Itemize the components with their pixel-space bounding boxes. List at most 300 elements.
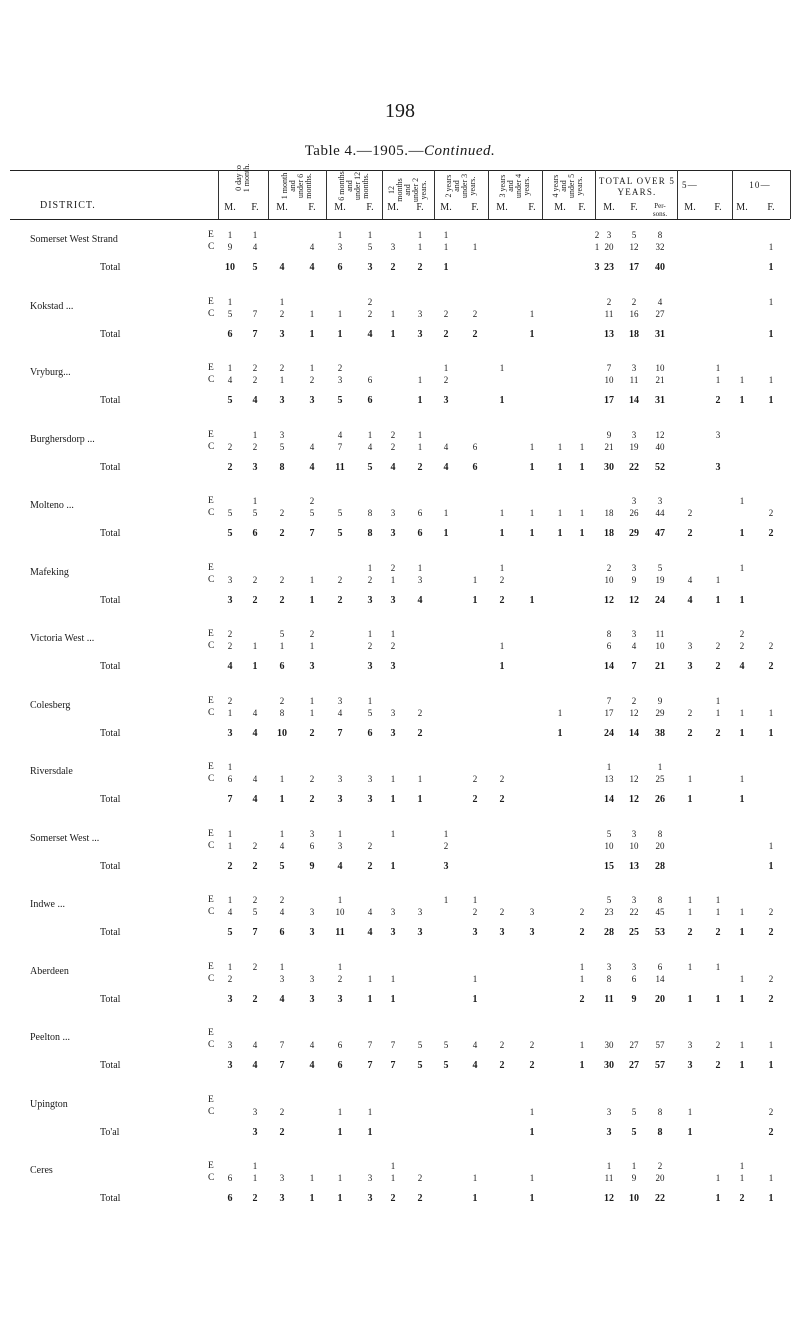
total-cell: 5 — [337, 395, 343, 406]
mf-header: M. — [224, 202, 236, 213]
total-cell: 10 — [277, 727, 287, 739]
total-cell: 2 — [579, 927, 585, 938]
total-cell: 4 — [337, 860, 343, 872]
total-cell: 3 — [227, 594, 233, 606]
total-cell: 18 — [629, 328, 639, 340]
row-type-c: C — [208, 774, 215, 784]
total-cell: 7 — [631, 661, 637, 672]
cell: 3 — [631, 895, 637, 905]
total-cell: 1 — [390, 328, 396, 340]
total-cell: 17 — [629, 262, 639, 273]
cell: 1 — [337, 230, 343, 240]
cell: 4 — [227, 907, 233, 917]
cell: 1 — [739, 774, 745, 784]
column-rule — [677, 170, 678, 219]
cell: 18 — [604, 508, 614, 518]
cell: 1 — [579, 508, 585, 518]
cell: 1 — [739, 1040, 745, 1050]
cell: 1 — [252, 496, 258, 506]
total-cell: 3 — [309, 395, 315, 406]
cell: 40 — [655, 441, 665, 452]
cell: 1 — [472, 574, 478, 585]
cell: 7 — [606, 363, 612, 373]
cell: 5 — [631, 230, 637, 240]
total-cell: 22 — [655, 1193, 665, 1204]
total-cell: 3 — [606, 1126, 612, 1138]
total-cell: 47 — [655, 528, 665, 539]
row-type-c: C — [208, 907, 215, 917]
cell: 1 — [337, 308, 343, 319]
cell: 2 — [606, 562, 612, 573]
total-cell: 1 — [557, 528, 563, 539]
district-name: Somerset West ... — [30, 832, 100, 844]
cell: 1 — [337, 1173, 343, 1183]
total-cell: 5 — [367, 461, 373, 473]
total-cell: 2 — [529, 1060, 535, 1071]
total-cell: 1 — [417, 794, 423, 805]
cell: 1 — [390, 973, 396, 984]
total-cell: 1 — [390, 860, 396, 872]
cell: 3 — [367, 774, 373, 784]
cell: 9 — [227, 242, 233, 252]
cell: 1 — [579, 973, 585, 984]
cell: 4 — [367, 907, 373, 917]
cell: 2 — [443, 840, 449, 851]
total-label: To'al — [100, 1126, 120, 1138]
total-cell: 3 — [252, 1126, 258, 1138]
cell: 1 — [417, 242, 423, 252]
total-cell: 6 — [337, 1060, 343, 1071]
cell: 3 — [309, 907, 315, 917]
cell: 1 — [367, 1106, 373, 1117]
cell: 3 — [631, 828, 637, 839]
total-cell: 1 — [499, 395, 505, 406]
mf-header: M. — [276, 202, 288, 213]
total-cell: 3 — [594, 262, 600, 273]
cell: 4 — [279, 840, 285, 851]
district-name: Victoria West ... — [30, 633, 95, 644]
cell: 3 — [227, 574, 233, 585]
cell: 1 — [309, 363, 315, 373]
row-type-c: C — [208, 840, 215, 851]
total-label: Total — [100, 661, 121, 672]
cell: 1 — [739, 973, 745, 984]
cell: 11 — [629, 375, 639, 385]
total-cell: 1 — [390, 794, 396, 805]
total-cell: 1 — [739, 594, 745, 606]
total-cell: 2 — [252, 860, 258, 872]
total-label: Total — [100, 594, 121, 606]
total-cell: 3 — [367, 262, 373, 273]
cell: 1 — [715, 961, 721, 972]
total-cell: 38 — [655, 727, 665, 739]
cell: 5 — [279, 629, 285, 639]
total-cell: 3 — [337, 993, 343, 1005]
cell: 1 — [337, 828, 343, 839]
total-cell: 53 — [655, 927, 665, 938]
total-cell: 14 — [604, 794, 614, 805]
cell: 20 — [655, 840, 665, 851]
total-cell: 3 — [309, 927, 315, 938]
cell: 10 — [655, 641, 665, 651]
total-cell: 3 — [279, 1193, 285, 1204]
cell: 2 — [579, 907, 585, 917]
mf-header: F. — [308, 202, 316, 213]
cell: 3 — [529, 907, 535, 917]
row-type-c: C — [208, 707, 215, 718]
cell: 12 — [655, 429, 665, 440]
cell: 2 — [739, 629, 745, 639]
district-name: Indwe ... — [30, 899, 65, 910]
row-type-e: E — [208, 496, 214, 506]
cell: 1 — [529, 1106, 535, 1117]
district-name: Colesberg — [30, 699, 71, 711]
cell: 6 — [227, 774, 233, 784]
cell: 1 — [739, 1173, 745, 1183]
cell: 1 — [279, 828, 285, 839]
cell: 2 — [309, 774, 315, 784]
total-cell: 2 — [390, 1193, 396, 1204]
cell: 3 — [309, 828, 315, 839]
cell: 5 — [227, 508, 233, 518]
total-cell: 1 — [309, 1193, 315, 1204]
cell: 1 — [715, 375, 721, 385]
total-cell: 2 — [715, 1060, 721, 1071]
cell: 3 — [252, 1106, 258, 1117]
row-type-c: C — [208, 641, 215, 651]
total-cell: 4 — [252, 727, 258, 739]
column-rule — [542, 170, 543, 219]
cell: 3 — [337, 242, 343, 252]
cell: 4 — [279, 907, 285, 917]
cell: 2 — [768, 907, 774, 917]
total-cell: 2 — [715, 727, 721, 739]
cell: 4 — [657, 296, 663, 307]
total-label: Total — [100, 395, 121, 406]
table-title: Table 4.—1905.—Continued. — [304, 143, 496, 159]
cell: 14 — [655, 973, 665, 984]
total-cell: 21 — [655, 661, 665, 672]
cell: 1 — [309, 695, 315, 706]
total-label: Total — [100, 794, 121, 805]
cell: 6 — [417, 508, 423, 518]
cell: 1 — [227, 296, 233, 307]
cell: 2 — [279, 308, 285, 319]
cell: 1 — [606, 762, 612, 772]
total-cell: 1 — [768, 727, 774, 739]
total-cell: 1 — [529, 594, 535, 606]
cell: 2 — [367, 641, 373, 651]
total-cell: 10 — [225, 262, 235, 273]
total-cell: 22 — [629, 461, 639, 473]
total-cell: 1 — [472, 594, 478, 606]
cell: 1 — [739, 1161, 745, 1171]
col-10-header: 10— — [749, 180, 771, 190]
total-label: Total — [100, 1060, 121, 1071]
cell: 2 — [279, 1106, 285, 1117]
total-cell: 2 — [417, 461, 423, 473]
cell: 1 — [227, 363, 233, 373]
cell: 1 — [390, 308, 396, 319]
cell: 3 — [417, 574, 423, 585]
total-cell: 11 — [335, 461, 345, 473]
cell: 5 — [657, 562, 663, 573]
cell: 2 — [279, 363, 285, 373]
cell: 1 — [499, 508, 505, 518]
total-cell: 5 — [337, 528, 343, 539]
cell: 2 — [417, 707, 423, 718]
cell: 1 — [768, 375, 774, 385]
total-label: Total — [100, 262, 121, 273]
total-cell: 6 — [227, 1193, 233, 1204]
cell: 3 — [367, 1173, 373, 1183]
total-cell: 2 — [367, 860, 373, 872]
total-cell: 3 — [309, 661, 315, 672]
total-cell: 7 — [309, 528, 315, 539]
cell: 12 — [629, 774, 639, 784]
cell: 1 — [557, 508, 563, 518]
cell: 2 — [337, 574, 343, 585]
cell: 3 — [657, 496, 663, 506]
cell: 1 — [687, 1106, 693, 1117]
row-type-c: C — [208, 375, 215, 385]
total-cell: 2 — [687, 528, 693, 539]
cell: 1 — [443, 828, 449, 839]
cell: 29 — [655, 707, 665, 718]
cell: 2 — [687, 508, 693, 518]
total-cell: 2 — [227, 860, 233, 872]
cell: 1 — [309, 574, 315, 585]
total-cell: 1 — [279, 794, 285, 805]
row-type-e: E — [208, 1161, 214, 1171]
row-type-c: C — [208, 1173, 215, 1183]
total-cell: 3 — [687, 1060, 693, 1071]
cell: 6 — [606, 641, 612, 651]
total-cell: 2 — [309, 727, 315, 739]
total-cell: 1 — [739, 395, 745, 406]
cell: 5 — [631, 1106, 637, 1117]
total-cell: 4 — [227, 661, 233, 672]
total-cell: 1 — [768, 860, 774, 872]
district-name: Molteno ... — [30, 500, 74, 511]
cell: 1 — [252, 1173, 258, 1183]
cell: 1 — [309, 1173, 315, 1183]
total-cell: 4 — [687, 594, 693, 606]
total-cell: 15 — [604, 860, 614, 872]
cell: 3 — [337, 840, 343, 851]
cell: 1 — [390, 774, 396, 784]
cell: 4 — [252, 774, 258, 784]
total-cell: 2 — [309, 794, 315, 805]
mf-header: F. — [471, 202, 479, 213]
cell: 1 — [227, 762, 233, 772]
total-cell: 3 — [337, 794, 343, 805]
cell: 2 — [499, 574, 505, 585]
cell: 9 — [631, 574, 637, 585]
total-cell: 4 — [309, 461, 315, 473]
cell: 2 — [279, 695, 285, 706]
cell: 10 — [604, 574, 614, 585]
cell: 1 — [579, 961, 585, 972]
total-cell: 3 — [227, 727, 233, 739]
total-cell: 1 — [309, 328, 315, 340]
total-cell: 1 — [529, 328, 535, 340]
cell: 1 — [499, 641, 505, 651]
total-cell: 4 — [472, 1060, 478, 1071]
total-cell: 6 — [279, 661, 285, 672]
cell: 17 — [604, 707, 614, 718]
total-cell: 1 — [309, 594, 315, 606]
row-type-e: E — [208, 961, 214, 972]
total-cell: 14 — [629, 727, 639, 739]
row-type-c: C — [208, 441, 215, 452]
cell: 1 — [279, 641, 285, 651]
cell: 2 — [252, 840, 258, 851]
cell: 32 — [655, 242, 665, 252]
total-cell: 5 — [279, 860, 285, 872]
total-cell: 3 — [367, 661, 373, 672]
district-name: Mafeking — [30, 566, 69, 578]
cell: 27 — [655, 308, 665, 319]
age-group-header: 1 month and under 6 months. — [280, 172, 313, 200]
cell: 2 — [252, 363, 258, 373]
cell: 1 — [227, 895, 233, 905]
total-over-5-header: TOTAL OVER 5 YEARS. — [598, 176, 676, 197]
cell: 8 — [606, 973, 612, 984]
cell: 1 — [739, 907, 745, 917]
cell: 1 — [687, 907, 693, 917]
cell: 1 — [715, 574, 721, 585]
total-cell: 3 — [279, 328, 285, 340]
cell: 4 — [309, 1040, 315, 1050]
cell: 5 — [606, 895, 612, 905]
total-cell: 4 — [252, 794, 258, 805]
cell: 2 — [390, 562, 396, 573]
total-label: Total — [100, 860, 121, 872]
cell: 1 — [768, 1173, 774, 1183]
cell: 7 — [367, 1040, 373, 1050]
cell: 1 — [390, 629, 396, 639]
total-cell: 1 — [499, 661, 505, 672]
cell: 11 — [604, 1173, 614, 1183]
cell: 5 — [367, 242, 373, 252]
cell: 1 — [715, 1173, 721, 1183]
total-cell: 3 — [390, 528, 396, 539]
row-type-e: E — [208, 695, 214, 706]
cell: 3 — [606, 961, 612, 972]
row-type-e: E — [208, 828, 214, 839]
cell: 44 — [655, 508, 665, 518]
total-cell: 5 — [252, 262, 258, 273]
column-rule — [268, 170, 269, 219]
cell: 2 — [499, 1040, 505, 1050]
total-cell: 2 — [715, 661, 721, 672]
cell: 2 — [715, 1040, 721, 1050]
total-cell: 7 — [367, 1060, 373, 1071]
row-type-e: E — [208, 1028, 214, 1038]
cell: 1 — [417, 441, 423, 452]
total-cell: 2 — [417, 727, 423, 739]
total-cell: 12 — [604, 1193, 614, 1204]
cell: 2 — [631, 296, 637, 307]
cell: 6 — [631, 973, 637, 984]
cell: 1 — [594, 242, 600, 252]
total-cell: 3 — [687, 661, 693, 672]
total-cell: 2 — [715, 395, 721, 406]
total-cell: 6 — [227, 328, 233, 340]
cell: 1 — [557, 441, 563, 452]
cell: 2 — [417, 1173, 423, 1183]
cell: 5 — [252, 508, 258, 518]
total-cell: 5 — [227, 528, 233, 539]
cell: 1 — [417, 429, 423, 440]
total-cell: 11 — [604, 993, 614, 1005]
cell: 1 — [443, 895, 449, 905]
total-cell: 2 — [687, 927, 693, 938]
cell: 3 — [279, 429, 285, 440]
cell: 2 — [279, 895, 285, 905]
cell: 2 — [227, 973, 233, 984]
cell: 1 — [417, 774, 423, 784]
total-cell: 4 — [279, 262, 285, 273]
total-cell: 6 — [417, 528, 423, 539]
cell: 1 — [367, 695, 373, 706]
cell: 21 — [604, 441, 614, 452]
total-cell: 5 — [443, 1060, 449, 1071]
total-cell: 2 — [279, 528, 285, 539]
cell: 1 — [768, 296, 774, 307]
cell: 1 — [337, 1106, 343, 1117]
total-cell: 1 — [529, 1126, 535, 1138]
total-cell: 9 — [631, 993, 637, 1005]
total-cell: 1 — [687, 993, 693, 1005]
total-cell: 1 — [529, 528, 535, 539]
cell: 1 — [443, 242, 449, 252]
total-cell: 2 — [279, 1126, 285, 1138]
total-cell: 3 — [417, 328, 423, 340]
total-cell: 2 — [252, 1193, 258, 1204]
cell: 2 — [279, 508, 285, 518]
total-cell: 2 — [472, 328, 478, 340]
district-name: Kokstad ... — [30, 300, 74, 312]
total-cell: 31 — [655, 395, 665, 406]
cell: 4 — [227, 375, 233, 385]
total-cell: 7 — [227, 794, 233, 805]
cell: 1 — [417, 375, 423, 385]
total-cell: 3 — [390, 661, 396, 672]
cell: 3 — [309, 973, 315, 984]
total-cell: 1 — [443, 262, 449, 273]
total-cell: 25 — [629, 927, 639, 938]
cell: 3 — [417, 907, 423, 917]
cell: 2 — [309, 496, 315, 506]
cell: 1 — [390, 828, 396, 839]
cell: 1 — [715, 363, 721, 373]
cell: 2 — [768, 641, 774, 651]
cell: 1 — [252, 1161, 258, 1171]
cell: 22 — [629, 907, 639, 917]
column-rule — [790, 170, 791, 219]
cell: 3 — [631, 961, 637, 972]
total-cell: 4 — [309, 262, 315, 273]
total-cell: 3 — [443, 395, 449, 406]
mf-header: M. — [736, 202, 748, 213]
column-rule — [326, 170, 327, 219]
total-cell: 9 — [309, 860, 315, 872]
cell: 1 — [252, 641, 258, 651]
total-cell: 3 — [279, 395, 285, 406]
total-cell: 3 — [367, 1193, 373, 1204]
